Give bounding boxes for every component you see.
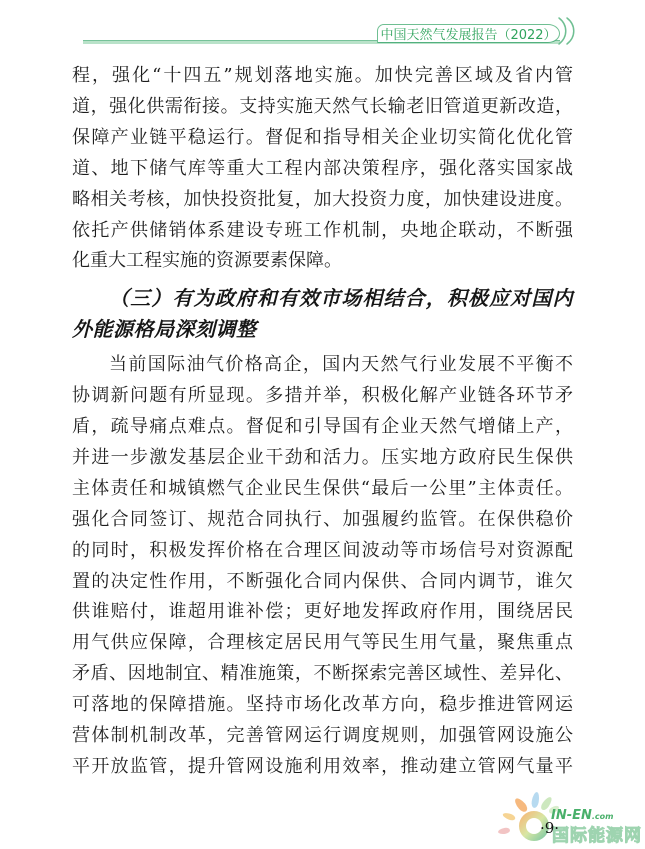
text-line: 程，强化“十四五”规划落地实施。加快完善区域及省内管 xyxy=(72,65,573,86)
text-line: 营体制机制改革，完善管网运行调度规则，加强管网设施公 xyxy=(72,725,573,747)
header-bracket-icon xyxy=(557,16,579,46)
text-line: 保障产业链平稳运行。督促和指导相关企业切实简化优化管 xyxy=(72,126,573,148)
watermark xyxy=(494,780,645,846)
page-number: ·9· xyxy=(540,819,560,837)
watermark-site-text: IN-EN.com xyxy=(551,808,614,823)
text-line: 置的决定性作用，不断强化合同内保供、合同内调节，谁欠 xyxy=(72,570,573,592)
petal-icon xyxy=(531,792,541,809)
text-line: 并进一步激发基层企业干劲和活力。压实地方政府民生保供 xyxy=(72,446,573,468)
text-line: 略相关考核，加快投资批复，加大投资力度，加快建设进度。 xyxy=(72,188,573,210)
section-heading-line: 外能源格局深刻调整 xyxy=(72,317,257,342)
petal-icon xyxy=(498,827,511,835)
text-line: 供谁赔付，谁超用谁补偿；更好地发挥政府作用，围绕居民 xyxy=(72,601,573,623)
text-line: 强化合同签订、规范合同执行、加强履约监管。在保供稳价 xyxy=(72,508,573,530)
text-line: 化重大工程实施的资源要素保障。 xyxy=(72,250,342,272)
text-line: 盾，疏导痛点难点。督促和引导国有企业天然气增储上产， xyxy=(72,415,573,437)
report-title-badge xyxy=(377,24,560,43)
text-line: 可落地的保障措施。坚持市场化改革方向，稳步推进管网运 xyxy=(72,694,573,716)
text-line: 用气供应保障，合理核定居民用气等民生用气量，聚焦重点 xyxy=(72,632,573,654)
text-line: 主体责任和城镇燃气企业民生保供“最后一公里”主体责任。 xyxy=(72,477,573,499)
text-line: 依托产供储销体系建设专班工作机制，央地企联动，不断强 xyxy=(72,219,573,241)
text-line: 道、地下储气库等重大工程内部决策程序，强化落实国家战 xyxy=(72,157,573,179)
section-heading-line: （三）有为政府和有效市场相结合，积极应对国内 xyxy=(109,286,573,311)
text-line: 平开放监管，提升管网设施利用效率，推动建立管网气量平 xyxy=(72,755,573,777)
report-title: 中国天然气发展报告（2022） xyxy=(380,28,557,43)
text-line: 矛盾、因地制宜、精准施策，不断探索完善区域性、差异化、 xyxy=(72,663,573,685)
text-line: 的同时，积极发挥价格在合理区间波动等市场信号对资源配 xyxy=(72,539,573,561)
text-line: 道，强化供需衔接。支持实施天然气长输老旧管道更新改造， xyxy=(72,95,573,117)
text-line: 当前国际油气价格高企，国内天然气行业发展不平衡不 xyxy=(109,354,573,376)
petal-icon xyxy=(502,811,516,821)
text-line: 协调新问题有所显现。多措并举，积极化解产业链各环节矛 xyxy=(72,385,573,407)
document-body xyxy=(72,61,573,783)
watermark-site-name: 国际能源网 xyxy=(552,826,642,846)
